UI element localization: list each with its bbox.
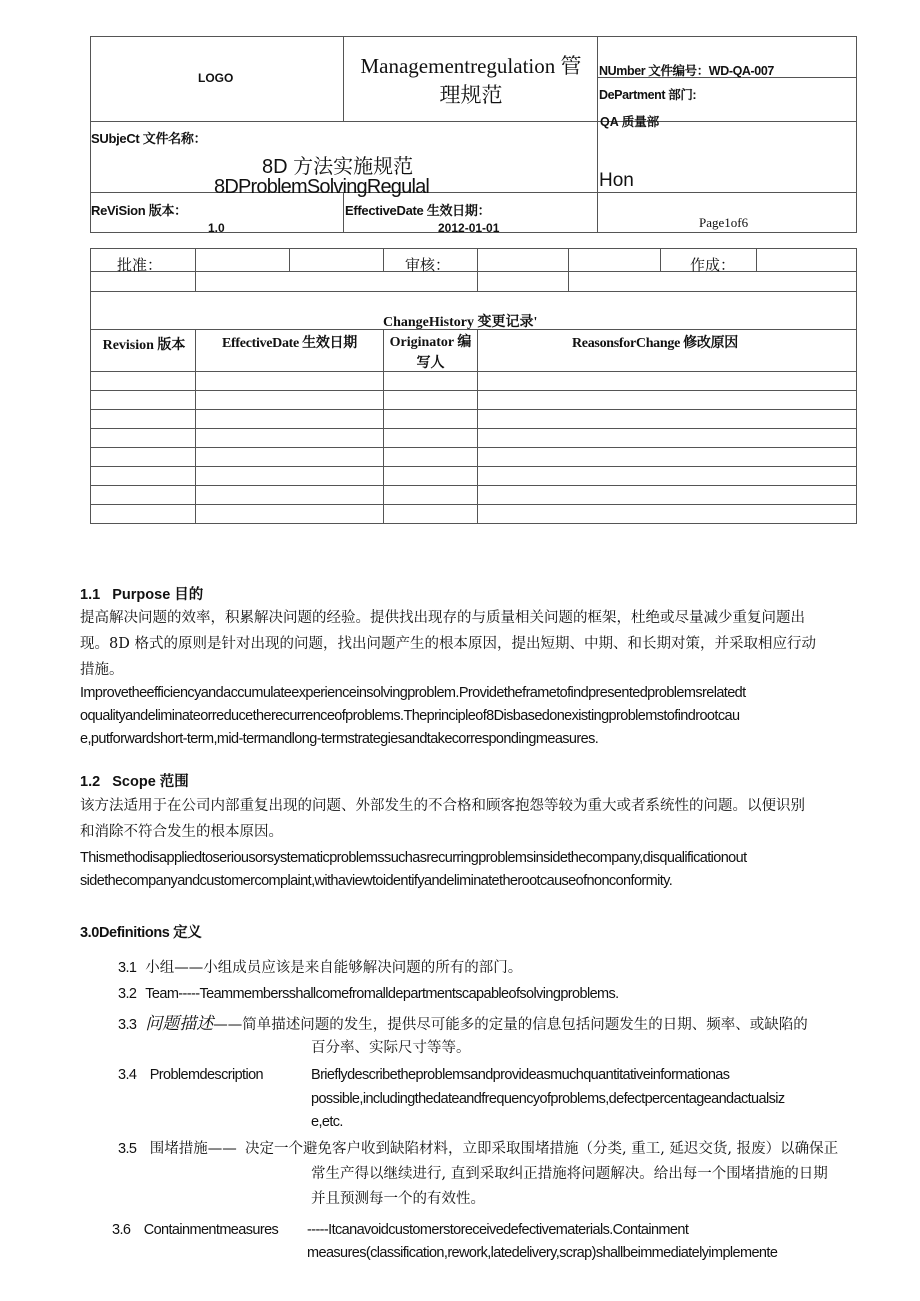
subject-cn: 8D 方法实施规范	[262, 156, 414, 178]
prepare-label: 作成：	[690, 257, 736, 274]
definition-3-6-line2: measures(classification,rework,latedelivery,scrap)shallbeimmediatelyimplemente	[307, 1245, 778, 1261]
col-reason-header: ReasonsforChange 修改原因	[572, 336, 738, 351]
purpose-cn-line3: 措施。	[80, 662, 124, 678]
document-number: NUmber 文件编号：WD-QA-007	[599, 64, 774, 78]
definition-3-5-line3: 并且预测每一个的有效性。	[311, 1191, 485, 1207]
logo: LOGO	[198, 71, 234, 85]
definition-3-4-line1: Brieflydescribetheproblemsandprovideasmuchquantitativeinformationas	[311, 1067, 730, 1083]
definition-3-6-line1: -----Itcanavoidcustomerstoreceivedefectivematerials.Containment	[307, 1222, 689, 1238]
subject-label: SUbjeCt 文件名称：	[91, 131, 207, 146]
definition-3-2: 3.2 Team-----Teammembersshallcomefromalldepartmentscapableofsolvingproblems.	[118, 986, 619, 1002]
change-history-title: ChangeHistory 变更记录'	[383, 315, 538, 330]
col-date-header: EffectiveDate 生效日期	[222, 336, 357, 351]
col-originator-header: Originator 编写人	[389, 335, 472, 371]
definition-3-3: 3.3 问题描述——简单描述问题的发生，提供尽可能多的定量的信息包括问题发生的日期、频率、或缺陷的	[118, 1014, 808, 1034]
purpose-en-line1: Improvetheefficiencyandaccumulateexperienceinsolvingproblem.Providetheframetofindpresentedproblemsrelatedt	[80, 685, 746, 701]
review-label: 审核：	[405, 257, 451, 274]
definition-3-4: 3.4 Problemdescription	[118, 1067, 264, 1083]
revision-value: 1.0	[208, 221, 225, 235]
definition-3-4-line3: e,etc.	[311, 1114, 343, 1130]
col-revision-header: Revision 版本	[102, 338, 186, 353]
scope-cn-line1: 该方法适用于在公司内部重复出现的问题、外部发生的不合格和顾客抱怨等较为重大或者系统性的问题。以便识别	[80, 798, 805, 814]
subject-en-clip	[200, 172, 500, 198]
revision-value-clip	[200, 220, 240, 235]
definition-3-1: 3.1 小组——小组成员应该是来自能够解决问题的所有的部门。	[118, 960, 523, 976]
scope-cn-line2: 和消除不符合发生的根本原因。	[80, 824, 283, 840]
definition-3-5-line1: 决定一个避免客户收到缺陷材料，立即采取围堵措施（分类, 重工, 延迟交货, 报废）以确保正	[245, 1141, 839, 1157]
scope-en-line1: Thismethodisappliedtoseriousorsystematicproblemssuchasrecurringproblemsinsidethecompany,disqualificationout	[80, 850, 747, 866]
approve-label: 批准：	[117, 257, 163, 274]
page-number: Page1of6	[699, 215, 749, 230]
department-value-clip	[598, 112, 718, 129]
hon-text: Hon	[599, 170, 634, 191]
revision-label: ReViSion 版本：	[91, 203, 187, 218]
definition-3-6: 3.6 Containmentmeasures	[112, 1222, 279, 1238]
scope-en-line2: sidethecompanyandcustomercomplaint,withaviewtoidentifyandeliminatetherootcauseofnonconformity.	[80, 873, 673, 889]
department-value: QA 质量部	[600, 115, 660, 129]
definitions-heading: 3.0Definitions 定义	[80, 925, 202, 941]
purpose-heading: 1.1 Purpose 目的	[80, 587, 204, 603]
effective-date-value: 2012-01-01	[438, 221, 500, 235]
purpose-en-line2: oqualityandeliminateorreducetherecurrenceofproblems.Theprincipleof8Disbasedonexistingproblemstofindrootcau	[80, 708, 740, 724]
definition-3-5-line2: 常生产得以继续进行, 直到采取纠正措施将问题解决。给出每一个围堵措施的日期	[311, 1166, 828, 1182]
definition-3-3-cont: 百分率、实际尺寸等等。	[311, 1040, 471, 1056]
purpose-cn-line2: 现。8D 格式的原则是针对出现的问题，找出问题产生的根本原因，提出短期、中期、和长期对策，并采取相应行动	[80, 636, 816, 652]
department-label: DePartment 部门:	[599, 88, 697, 102]
effective-date-label: EffectiveDate 生效日期：	[345, 203, 491, 218]
definition-3-5: 3.5 围堵措施——	[118, 1141, 237, 1157]
purpose-en-line3: e,putforwardshort-term,mid-termandlong-termstrategiesandtakecorrespondingmeasures.	[80, 731, 599, 747]
document-title: Managementregulation 管 理规范	[360, 54, 582, 107]
definition-3-4-line2: possible,includingthedateandfrequencyofproblems,defectpercentageandactualsiz	[311, 1091, 785, 1107]
purpose-cn-line1: 提高解决问题的效率，积累解决问题的经验。提供找出现存的与质量相关问题的框架，杜绝或尽量减少重复问题出	[80, 610, 805, 626]
scope-heading: 1.2 Scope 范围	[80, 774, 189, 790]
effective-date-clip	[430, 220, 520, 235]
subject-en: 8DProblemSolvingRegulal	[214, 176, 430, 198]
